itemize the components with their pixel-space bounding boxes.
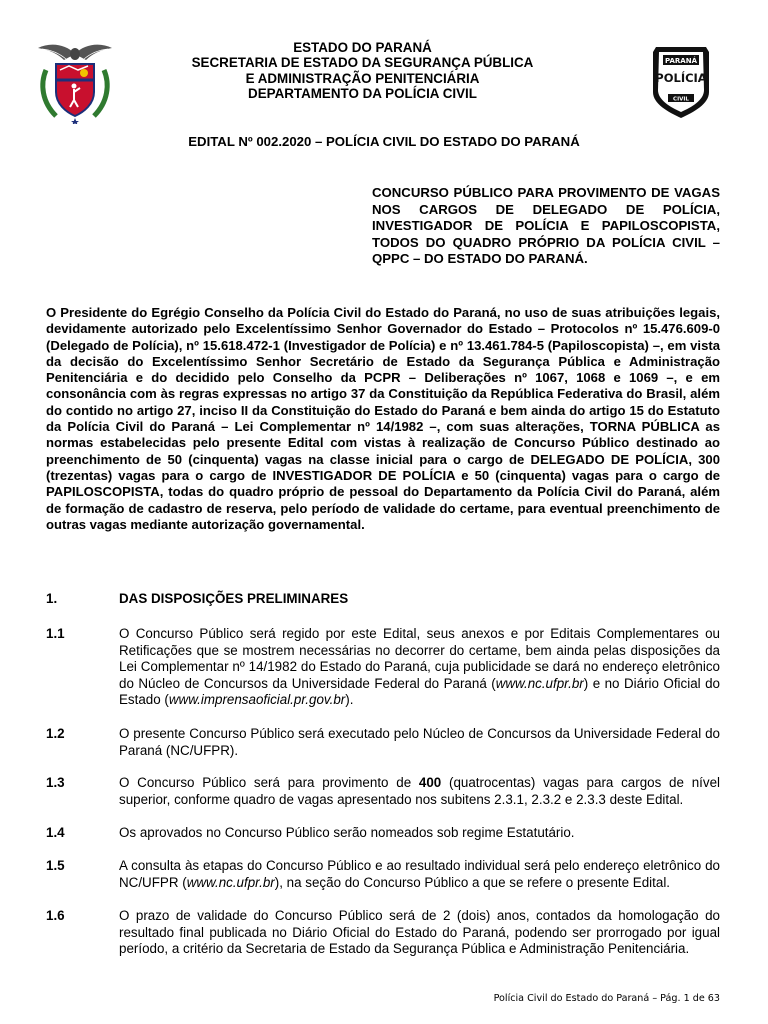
badge-top-text: PARANÁ xyxy=(665,57,697,65)
edital-title: EDITAL Nº 002.2020 – POLÍCIA CIVIL DO ESTADO DO PARANÁ xyxy=(188,134,580,149)
imprensa-oficial-link[interactable]: www.imprensaoficial.pr.gov.br xyxy=(168,692,346,708)
clause-text-part: ) e no Diário Oficial do Estado ( xyxy=(119,675,720,708)
vacancy-count: 400 xyxy=(418,775,442,790)
clause-text-part: ). xyxy=(345,692,354,708)
badge-bottom-text: CIVIL xyxy=(673,96,689,103)
clause-text: O prazo de validade do Concurso Público será de 2 (dois) anos, contados da homologação do resultado final publicada no Diário Oficial do Estado do Paraná, podendo ser prorrogado por igual período, a critério da Secretaria de Estado da Segurança Pública e Administração Penitenciária. xyxy=(119,908,720,957)
header-line-state: ESTADO DO PARANÁ xyxy=(293,40,432,55)
clause-number: 1.1 xyxy=(46,626,65,641)
header-line-department: DEPARTAMENTO DA POLÍCIA CIVIL xyxy=(248,86,477,102)
clause-text: Os aprovados no Concurso Público serão nomeados sob regime Estatutário. xyxy=(119,825,575,840)
clause-text-part: A consulta às etapas do Concurso Público e ao resultado individual será pelo endereço eletrônico do NC/UFPR ( xyxy=(119,858,720,890)
intro-paragraph: O Presidente do Egrégio Conselho da Polícia Civil do Estado do Paraná, no uso de suas atribuições legais, devidamente autorizado pelo Excelentíssimo Senhor Governador do Estado – Protocolos nº 15.476.609-0 (Delegado de Polícia), nº 15.618.472-1 (Investigador de Polícia) e nº 13.461.784-5 (Papiloscopista) –, em vista da decisão do Excelentíssimo Senhor Secretário de Estado da Segurança Pública e Administração Penitenciária e do decidido pelo Conselho da PCPR – Deliberações nº 1067, 1068 e 1069 –, e em consonância com às regras expressas no artigo 37 da Constituição da República Federativa do Brasil, além do contido no artigo 27, inciso II da Constituição do Estado do Paraná e bem ainda do artigo 15 do Estatuto da Polícia Civil do Paraná – Lei Complementar nº 14/1982 –, com suas alterações, TORNA PÚBLICA as normas estabelecidas pelo presente Edital com vistas à realização de Concurso Público destinado ao preenchimento de 50 (cinquenta) vagas na classe inicial para o cargo de DELEGADO DE POLÍCIA, 300 (trezentas) vagas para o cargo de INVESTIGADOR DE POLÍCIA e 50 (cinquenta) vagas para o cargo de PAPILOSCOPISTA, todas do quadro próprio de pessoal do Departamento da Polícia Civil do Paraná, além de formação de cadastro de reserva, pelo período de validade do certame, para eventual preenchimento de outras vagas mediante autorização governamental. xyxy=(46,305,720,532)
clause-text-part: O Concurso Público será regido por este Edital, seus anexos e por Editais Complementares ou Retificações que se mostrem necessárias no decorrer do certame, bem ainda pelas disposições da Lei Complementar nº 14/1982 do Estado do Paraná, cuja publicidade se dará no endereço eletrônico do Núcleo de Concursos da Universidade Federal do Paraná ( xyxy=(119,626,720,691)
clause-text: O presente Concurso Público será executado pelo Núcleo de Concursos da Universidade Federal do Paraná (NC/UFPR). xyxy=(119,726,720,758)
header-line-administration: E ADMINISTRAÇÃO PENITENCIÁRIA xyxy=(245,70,480,86)
edital-subject: CONCURSO PÚBLICO PARA PROVIMENTO DE VAGAS NOS CARGOS DE DELEGADO DE POLÍCIA, INVESTIGADOR DE POLÍCIA E PAPILOSCOPISTA, TODOS DO QUADRO PRÓPRIO DA POLÍCIA CIVIL – QPPC – DO ESTADO DO PARANÁ. xyxy=(372,185,720,266)
policia-civil-badge-icon xyxy=(650,44,712,120)
nc-ufpr-link[interactable]: www.nc.ufpr.br xyxy=(186,874,275,890)
document-header xyxy=(140,40,585,102)
badge-main-text: POLÍCIA xyxy=(655,71,707,85)
clause-text xyxy=(119,775,720,808)
clause-text-part: (quatrocentas) vagas para cargos de nível superior, conforme quadro de vagas apresentado nos subitens 2.3.1, 2.3.2 e 2.3.3 deste Edital. xyxy=(119,775,720,807)
clause-number: 1.6 xyxy=(46,908,65,923)
header-line-secretariat: SECRETARIA DE ESTADO DA SEGURANÇA PÚBLICA xyxy=(191,55,534,71)
nc-ufpr-link[interactable]: www.nc.ufpr.br xyxy=(495,675,584,691)
clause-number: 1.5 xyxy=(46,858,65,873)
section-title: DAS DISPOSIÇÕES PRELIMINARES xyxy=(119,591,349,606)
clause-text xyxy=(119,626,720,709)
page-footer: Polícia Civil do Estado do Paraná – Pág. 1 de 63 xyxy=(493,993,720,1004)
clause-text xyxy=(119,858,720,891)
section-number: 1. xyxy=(46,591,58,606)
clause-text-part: O Concurso Público será para provimento de xyxy=(119,775,419,790)
clause-number: 1.3 xyxy=(46,775,65,790)
clause-text-part: ), na seção do Concurso Público a que se refere o presente Edital. xyxy=(274,874,671,890)
clause-number: 1.4 xyxy=(46,825,65,840)
clause-number: 1.2 xyxy=(46,726,65,741)
parana-coat-of-arms-icon xyxy=(36,40,114,124)
